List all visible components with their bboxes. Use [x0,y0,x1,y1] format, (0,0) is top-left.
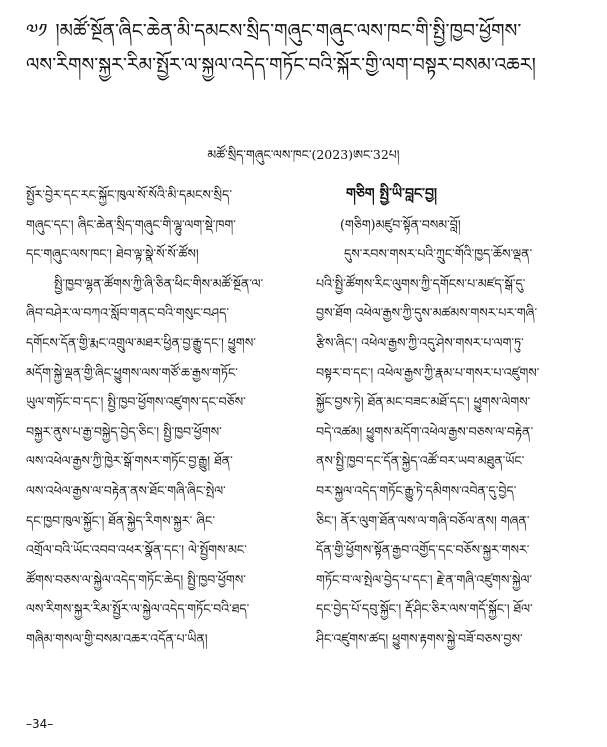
text-line: བསྐྱར་ནུས་པ་རྒྱ་བསྐྱེད་བྱེད་ཅིང་། སྤྱི་ཁྱབ་ཕྱོགས་ [26,423,222,439]
text-line: ཅིང་། ནོར་ལུག་ཐོན་ལས་ལ་གཞི་བཅོལ་ནས། གཞན་ [316,512,530,528]
right-column-body [316,239,586,653]
text-line: སྤྱོར་བྱེར་དང་རང་སྐྱོང་ཁུལ་སོ་སོའི་མི་དམངས་སྲིད་ [26,187,232,202]
text-line: དང་གཞུང་ལས་ཁང་། ཐེབ་ལྟ་སྣེ་སོ་སོ་ཚོས། [26,246,199,262]
text-line: ཤིང་འཛུགས་ཚད། ཕྱུགས་རྟགས་སྐྱེ་བཟོ་བཅས་བྱས་ [316,630,523,646]
text-line: ནས་སྤྱི་ཁྱབ་དང་དོན་སྐྱེད་འཚོ་བར་ཡབ་མཐུན་ཡོང་ [316,453,525,469]
text-line: དང་བྱེད་པོ་དབུ་སྐྱོང་། རྡོ་ཤིང་ཅིར་ལས་གདོ་སྐྱོང་། ཐོལ་ [316,601,533,617]
text-line: གཞིམ་གསལ་གྱི་བསམ་འཆར་འདོན་པ་ཡིན། [26,630,208,646]
sub-heading: (གཅིག)མཛུབ་སྟོན་བསམ་བློ། [340,216,461,232]
text-line: བར་སྐྱལ་འདེད་གཏོང་རྒྱུ་ཏེ་དམིགས་འབེན་དུ་བྱེད་ [316,482,517,498]
document-reference: མཚོ་སྲིད་གཞུང་ལས་ཁང་(2023)ཨང་32པ། [207,147,400,162]
text-line: རྩིས་ཞིང་། འཕེལ་རྒྱས་ཀྱི་འདུ་ཤེས་གསར་པ་ལག་ཏུ་ [316,334,524,350]
text-line: དང་ཁྱབ་ཁུལ་སྐྱོང་། ཐོན་སྐྱེད་རིགས་སྐྱར་ ཞིང་ [26,512,215,528]
left-column [26,180,296,654]
text-line: ལས་འཕེལ་རྒྱས་ལ་བརྟེན་ནས་ཐོང་གཞི་ཞིང་སྤེལ་ [26,482,226,498]
text-line: དགོངས་དོན་གྱི་རྨང་འགྲུལ་མཐར་ཕྱིན་བྱ་རྒྱུ་དང་། ཕྱུགས་ [26,334,256,350]
text-line: ཡུལ་གཏོང་བ་དང་། སྤྱི་ཁྱབ་ཕྱོགས་འཛུགས་དང་བཅོས་ [26,394,246,410]
text-line: ལས་རིགས་སྐྱར་རིམ་སྤྱོར་ལ་སྐྱེལ་འདེད་གཏོང་བའི་ཐད་ [26,601,250,617]
text-line: དུས་རབས་གསར་པའི་ཀྲུང་གོའི་ཁྱད་ཆོས་ལྡན་ [344,246,533,262]
text-line: མདོག་སྐྱེ་ལྡན་གྱི་ཞིང་ཕྱུགས་ལས་གཙོ་ཆ་རྒྱས་གཏོང་ [26,364,238,380]
title-text-1: །མཚོ་སྔོན་ཞིང་ཆེན་མི་དམངས་སྲིད་གཞུང་གཞུང་ལས་ཁང་གི་སྤྱི་ཁྱབ་ཕྱོགས་ [55,20,522,42]
text-line: ལས་འཕེལ་རྒྱས་ཀྱི་ཁྱེར་སྒོ་གསར་གཏོང་བྱ་རྒྱུ། ཐོན་ [26,453,233,469]
text-line: ཚོགས་བཅས་ལ་སྐྱེལ་འདེད་གཏོང་ཆེད། སྤྱི་ཁྱབ་ཕྱོགས་ [26,571,246,587]
text-line: པའི་སྤྱི་ཚོགས་རིང་ལུགས་ཀྱི་དགོངས་པ་མཛད་སྒོ་དུ་ [316,275,526,291]
text-line: ཞིབ་བཤེར་ལ་བཀའ་སློབ་གནང་བའི་གསུང་བཤད་ [26,305,230,321]
page-number: –34– [26,717,54,731]
text-line: བསྟར་བ་དང་། འཕེལ་རྒྱས་ཀྱི་རྣམ་པ་གསར་པ་འཛུགས་ [316,364,540,380]
text-line: བདེ་འཚམ། ཕྱུགས་མདོག་འཕེལ་རྒྱས་བཅས་ལ་བརྟེན་ [316,423,534,439]
text-line: སྤྱི་ཁྱབ་ལྷན་ཚོགས་ཀྱི་ཞི་ཅིན་ཕིང་གིས་མཚོ་སྔོན་ལ་ [54,275,264,291]
right-column [316,180,586,654]
document-title [26,14,582,82]
text-line: སྐྱོང་བྱས་ཏེ། ཐོན་མང་བཟང་མཐོ་དང་། ཕྱུགས་ལེགས་ [316,394,531,410]
text-line: གཞུང་དང་། ཞིང་ཆེན་སྲིད་གཞུང་གི་ལྷུ་ལག་སྡེ་ཁག་ [26,216,236,232]
text-line: གཏོང་བ་ལ་སྤེལ་བྱེད་པ་དང་། རྗེ་ན་གཞི་འཛུགས་སྐྱེལ་ [316,571,533,587]
text-line: འགྲོལ་བའི་ཡོང་འབབ་འཕར་སྣོན་དང་། ལེ་སྤྱོགས་མང་ [26,542,247,558]
title-line-2: ལས་རིགས་སྐྱར་རིམ་སྤྱོར་ལ་སྐྱལ་འདེད་གཏོང་བའི་སྐོར་གྱི་ལག་བསྟར་བསམ་འཆར། [26,54,536,76]
title-number: ༧༡ [26,20,48,42]
text-line: དོན་གྱི་ཕྱོགས་སྟོན་རྒྱབ་འགྱོད་དང་བཅོས་སྐྱར་གསར་ [316,542,530,558]
text-line: བྱས་ཐོག འཕེལ་རྒྱས་ཀྱི་དུས་མཚམས་གསར་པར་གཞི་ [316,305,538,321]
section-heading: གཅིག སྤྱི་ཡི་བླང་བྱ། [346,186,438,202]
title-line-1 [26,14,582,48]
